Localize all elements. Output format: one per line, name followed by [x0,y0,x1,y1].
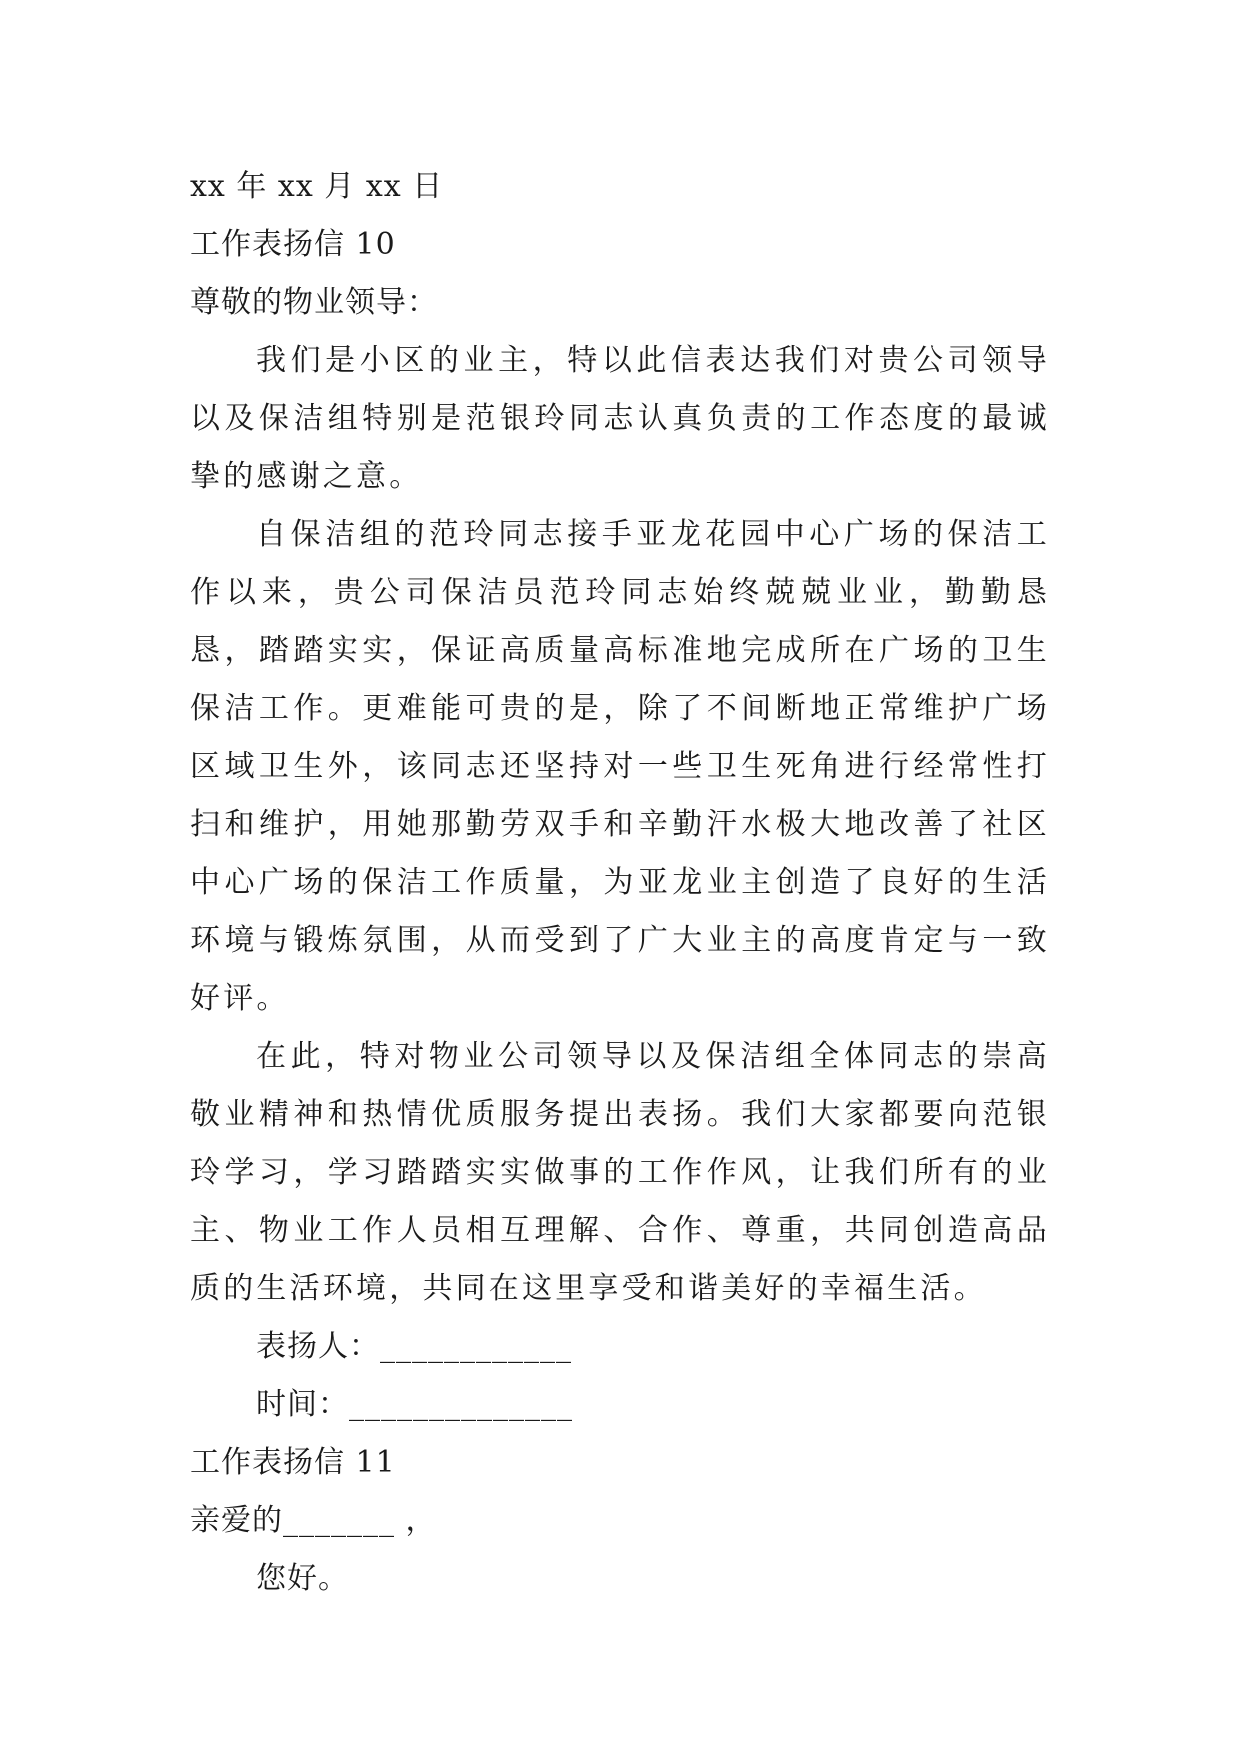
letter11-salutation: 亲爱的_______ ， [190,1503,437,1538]
letter10-date: xx 年 xx 月 xx 日 [190,169,444,204]
letter10-paragraph-1: 我们是小区的业主，特以此信表达我们对贵公司领导以及保洁组特别是范银玲同志认真负责的工作态度的最诚挚的感谢之意。 [190,343,1050,494]
document-page [190,158,1050,1608]
letter11-title: 工作表扬信 11 [190,1445,396,1480]
letter10-salutation: 尊敬的物业领导： [190,285,438,320]
letter10-time: 时间：______________ [256,1387,573,1422]
letter10-paragraph-3: 在此，特对物业公司领导以及保洁组全体同志的崇高敬业精神和热情优质服务提出表扬。我们大家都要向范银玲学习，学习踏踏实实做事的工作作风，让我们所有的业主、物业工作人员相互理解、合作、尊重，共同创造高品质的生活环境，共同在这里享受和谐美好的幸福生活。 [190,1039,1050,1306]
letter10-signer: 表扬人：____________ [256,1329,572,1364]
letter11-greeting: 您好。 [256,1561,349,1596]
letter10-paragraph-2: 自保洁组的范玲同志接手亚龙花园中心广场的保洁工作以来，贵公司保洁员范玲同志始终兢兢业业，勤勤恳恳，踏踏实实，保证高质量高标准地完成所在广场的卫生保洁工作。更难能可贵的是，除了不间断地正常维护广场区域卫生外，该同志还坚持对一些卫生死角进行经常性打扫和维护，用她那勤劳双手和辛勤汗水极大地改善了社区中心广场的保洁工作质量，为亚龙业主创造了良好的生活环境与锻炼氛围，从而受到了广大业主的高度肯定与一致好评。 [190,517,1050,1016]
letter10-title: 工作表扬信 10 [190,227,396,262]
